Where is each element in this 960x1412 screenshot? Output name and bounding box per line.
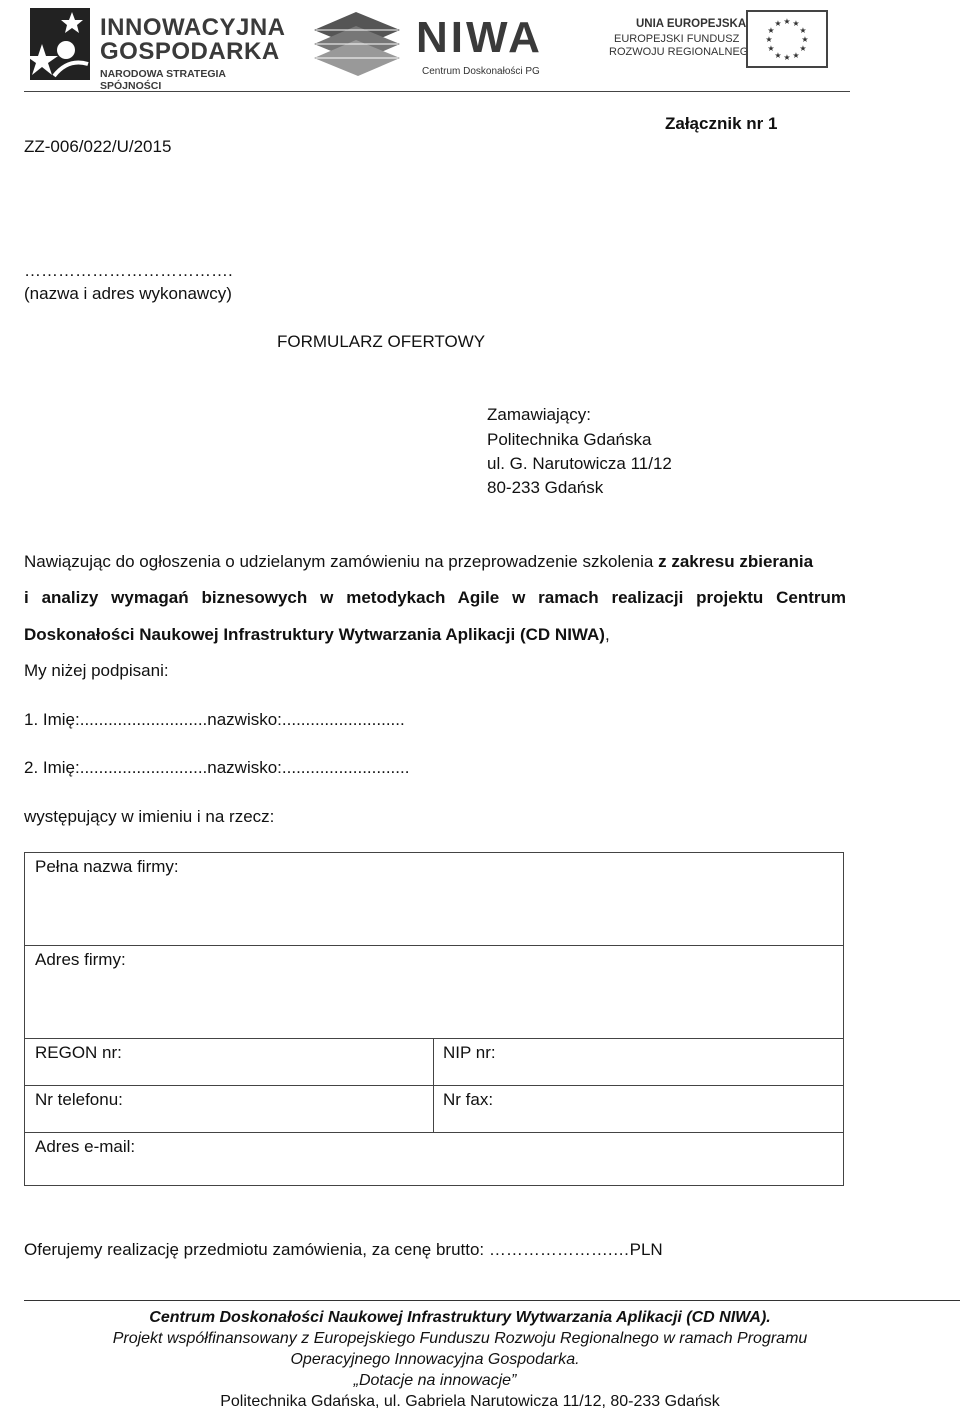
logo-ig-line1: INNOWACYJNA — [100, 14, 286, 41]
footer-line-4: „Dotacje na innowacje” — [353, 1372, 517, 1389]
email-label: Adres e-mail: — [35, 1137, 136, 1156]
svg-text:★: ★ — [767, 26, 775, 35]
footer-divider — [24, 1300, 960, 1301]
footer-line-3: Operacyjnego Innowacyjna Gospodarka. — [290, 1351, 580, 1368]
stacked-layers-icon — [306, 10, 406, 84]
contractor-label: (nazwa i adres wykonawcy) — [24, 284, 232, 303]
niwa-logo-subtitle: Centrum Doskonałości PG — [422, 66, 540, 77]
row-divider — [25, 1085, 843, 1086]
intro-line-1-plain: Nawiązując do ogłoszenia o udzielanym zamówieniu na przeprowadzenie szkolenia — [24, 552, 659, 571]
buyer-name: Politechnika Gdańska — [487, 430, 652, 449]
intro-line-3-tail: , — [604, 625, 610, 644]
footer-line-1: Centrum Doskonałości Naukowej Infrastruktury Wytwarzania Aplikacji (CD NIWA). — [149, 1309, 771, 1326]
phone-label: Nr telefonu: — [35, 1090, 123, 1109]
star-emblem-icon — [28, 6, 92, 82]
eu-logo-line3: ROZWOJU REGIONALNEGO — [609, 46, 757, 58]
svg-text:★: ★ — [767, 44, 775, 53]
person-2-line: 2. Imię:...........................nazwisko:........................... — [24, 758, 410, 777]
row-divider — [25, 1132, 843, 1133]
svg-text:★: ★ — [774, 51, 782, 60]
offer-price-line: Oferujemy realizację przedmiotu zamówienia, za cenę brutto: ………………….…PLN — [24, 1240, 663, 1259]
company-name-label: Pełna nazwa firmy: — [35, 857, 179, 876]
form-title: FORMULARZ OFERTOWY — [277, 332, 486, 351]
row-divider — [25, 1038, 843, 1039]
svg-text:★: ★ — [799, 44, 807, 53]
fax-label: Nr fax: — [443, 1090, 494, 1109]
svg-text:★: ★ — [792, 19, 800, 28]
logo-ig-line2: GOSPODARKA — [100, 38, 280, 65]
svg-text:★: ★ — [774, 19, 782, 28]
regon-label: REGON nr: — [35, 1043, 122, 1062]
svg-text:★: ★ — [801, 35, 809, 44]
intro-line-3-bold: Doskonałości Naukowej Infrastruktury Wytwarzania Aplikacji (CD NIWA) — [24, 625, 605, 644]
company-address-label: Adres firmy: — [35, 950, 126, 969]
niwa-logo — [306, 8, 546, 84]
eu-flag-icon — [746, 10, 828, 68]
intro-line-1-bold: z zakresu zbierania — [658, 552, 814, 571]
innowacyjna-gospodarka-logo — [28, 6, 286, 92]
person-1-line: 1. Imię:...........................nazwisko:.......................... — [24, 710, 405, 729]
footer-line-5: Politechnika Gdańska, ul. Gabriela Narutowicza 11/12, 80-233 Gdańsk — [220, 1393, 720, 1410]
svg-text:★: ★ — [799, 26, 807, 35]
intro-line-1 — [24, 552, 813, 572]
intro-line-3 — [24, 625, 610, 645]
contractor-dots: ………………………………. — [24, 261, 233, 280]
company-details-table — [24, 852, 844, 1186]
logo-ig-line3: NARODOWA STRATEGIA SPÓJNOŚCI — [100, 68, 226, 92]
attachment-label: Załącznik nr 1 — [665, 114, 778, 133]
buyer-street: ul. G. Narutowicza 11/12 — [487, 454, 672, 473]
header-divider — [24, 91, 850, 92]
eu-logo-line1: UNIA EUROPEJSKA — [636, 18, 747, 30]
svg-text:★: ★ — [792, 51, 800, 60]
reference-number: ZZ-006/022/U/2015 — [24, 137, 172, 156]
buyer-label: Zamawiający: — [487, 405, 591, 424]
row-divider — [25, 945, 843, 946]
nip-label: NIP nr: — [443, 1043, 496, 1062]
svg-text:★: ★ — [783, 53, 791, 62]
signed-label: My niżej podpisani: — [24, 661, 169, 680]
buyer-city: 80-233 Gdańsk — [487, 478, 604, 497]
intro-line-2: i analizy wymagań biznesowych w metodykach Agile w ramach realizacji projektu Centrum — [24, 588, 846, 607]
niwa-logo-title: NIWA — [416, 13, 543, 62]
svg-text:★: ★ — [783, 17, 791, 26]
eu-logo-line2: EUROPEJSKI FUNDUSZ — [614, 33, 740, 45]
footer-line-2: Projekt współfinansowany z Europejskiego Funduszu Rozwoju Regionalnego w ramach Programu — [112, 1330, 808, 1347]
acting-on-behalf-label: występujący w imieniu i na rzecz: — [24, 807, 275, 826]
svg-text:★: ★ — [765, 35, 773, 44]
eu-logo — [606, 8, 828, 68]
